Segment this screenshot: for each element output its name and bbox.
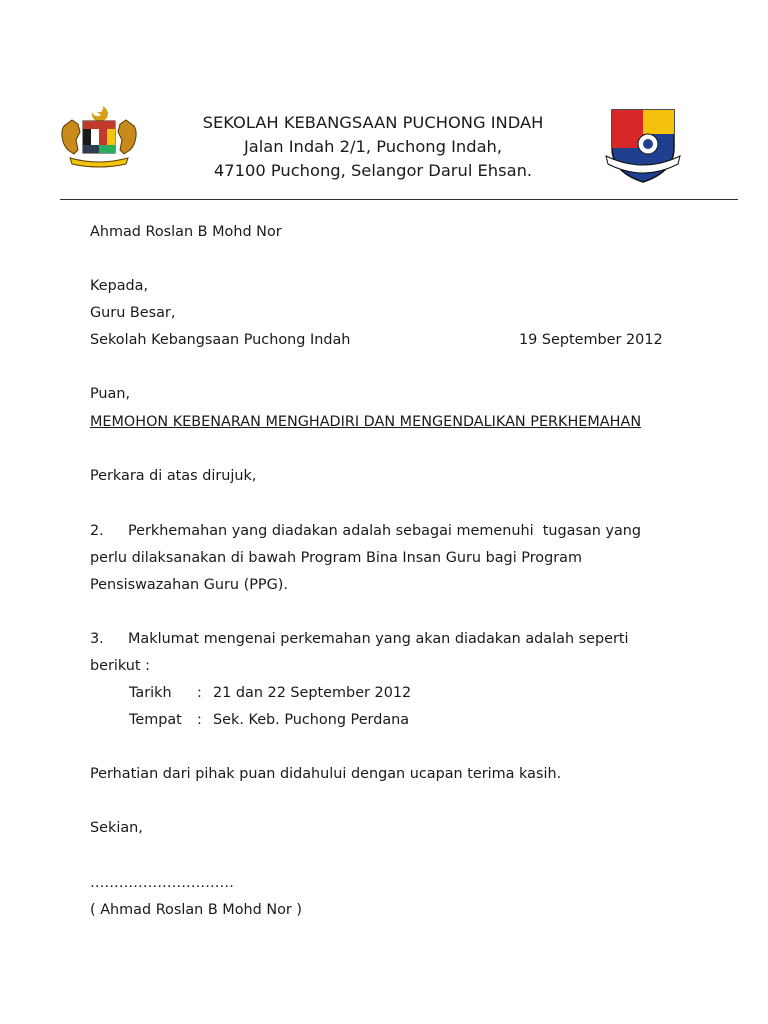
paragraph-3-number: 3. bbox=[90, 631, 104, 647]
date-separator: : bbox=[197, 685, 202, 701]
date-label: Tarikh bbox=[129, 685, 172, 701]
paragraph-2-line-3: Pensiswazahan Guru (PPG). bbox=[90, 577, 288, 593]
school-address-line-2: 47100 Puchong, Selangor Darul Ehsan. bbox=[213, 161, 533, 180]
paragraph-3-line-2: berikut : bbox=[90, 658, 150, 674]
closing-line: Perhatian dari pihak puan didahului dengan ucapan terima kasih. bbox=[90, 766, 562, 782]
recipient-school: Sekolah Kebangsaan Puchong Indah bbox=[90, 332, 351, 348]
paragraph-2-number: 2. bbox=[90, 523, 104, 539]
sign-off: Sekian, bbox=[90, 820, 143, 836]
malaysia-coat-of-arms-icon bbox=[56, 104, 142, 168]
venue-value: Sek. Keb. Puchong Perdana bbox=[213, 712, 410, 728]
letter-subject: MEMOHON KEBENARAN MENGHADIRI DAN MENGENDALIKAN PERKHEMAHAN bbox=[90, 414, 642, 430]
recipient-label: Kepada, bbox=[90, 278, 149, 294]
paragraph-2-line-2: perlu dilaksanakan di bawah Program Bina Insan Guru bagi Program bbox=[90, 550, 582, 566]
venue-separator: : bbox=[197, 712, 202, 728]
paragraph-2-line-1: Perkhemahan yang diadakan adalah sebagai memenuhi tugasan yang bbox=[128, 523, 642, 539]
sender-name: Ahmad Roslan B Mohd Nor bbox=[90, 224, 282, 240]
reference-line: Perkara di atas dirujuk, bbox=[90, 468, 257, 484]
school-shield-badge-icon bbox=[604, 104, 682, 186]
recipient-title: Guru Besar, bbox=[90, 305, 176, 321]
header-divider bbox=[60, 199, 738, 200]
salutation: Puan, bbox=[90, 386, 131, 402]
paragraph-3-line-1: Maklumat mengenai perkemahan yang akan diadakan adalah seperti bbox=[128, 631, 629, 647]
venue-label: Tempat bbox=[129, 712, 182, 728]
school-name: SEKOLAH KEBANGSAAN PUCHONG INDAH bbox=[202, 113, 544, 132]
signature-name: ( Ahmad Roslan B Mohd Nor ) bbox=[90, 902, 303, 918]
date-value: 21 dan 22 September 2012 bbox=[213, 685, 412, 701]
school-address-line-1: Jalan Indah 2/1, Puchong Indah, bbox=[243, 137, 503, 156]
letter-date: 19 September 2012 bbox=[519, 332, 663, 348]
signature-line: ………………………… bbox=[90, 875, 234, 891]
